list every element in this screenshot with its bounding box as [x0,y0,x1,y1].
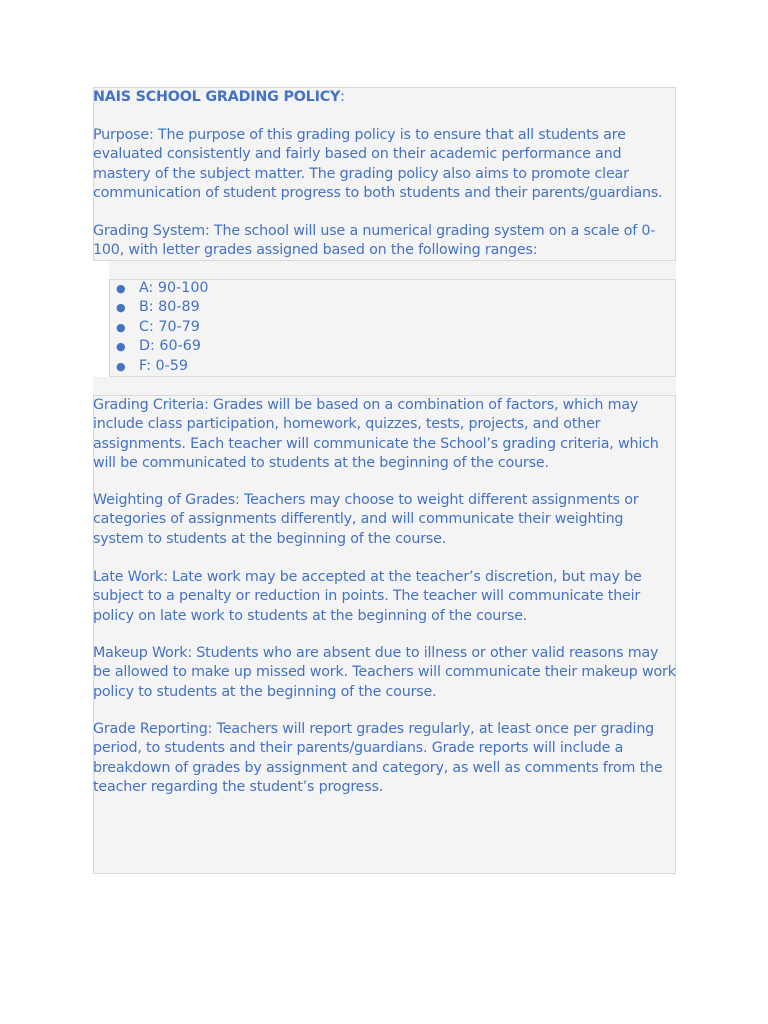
makeup-work-paragraph: Makeup Work: Students who are absent due to illness or other valid reasons may be allowed to make up missed work. Teachers will communicate their makeup work policy to students at the beginning of the course. [93,645,676,700]
list-item [110,298,209,317]
list-item [110,337,209,356]
grade-range-text: C: 70-79 [139,318,200,335]
list-item [110,279,209,298]
purpose-paragraph: Purpose: The purpose of this grading policy is to ensure that all students are evaluated consistently and fairly based on their academic performance and mastery of the subject matter. The grading policy also aims to promote clear communication of student progress to both students and their parents/guardians. [93,127,663,202]
grade-ranges-list [110,279,209,376]
title-text: NAIS SCHOOL GRADING POLICY [93,89,341,105]
document-title [93,88,678,107]
title-colon: : [340,89,345,105]
bullet-icon: ● [116,359,126,373]
grading-criteria-paragraph: Grading Criteria: Grades will be based on a combination of factors, which may include class participation, homework, quizzes, tests, projects, and other assignments. Each teacher will communicate the School’s grading criteria, which will be communicated to students at the beginning of the course. [93,397,659,472]
grade-range-text: F: 0-59 [139,357,188,374]
grade-range-text: B: 80-89 [139,299,200,316]
bullet-icon: ● [116,301,126,315]
grade-range-text: D: 60-69 [139,338,201,355]
box-gap-strip [93,377,676,395]
list-item [110,357,209,376]
box-gap-strip [109,261,676,279]
grade-reporting-paragraph: Grade Reporting: Teachers will report grades regularly, at least once per grading period, to students and their parents/guardians. Grade reports will include a breakdown of grades by assignment and category, as well as comments from the teacher regarding the student’s progress. [93,721,663,796]
weighting-paragraph: Weighting of Grades: Teachers may choose to weight different assignments or categories of assignments differently, and will communicate their weighting system to students at the beginning of the course. [93,492,639,547]
late-work-paragraph: Late Work: Late work may be accepted at the teacher’s discretion, but may be subject to a penalty or reduction in points. The teacher will communicate their policy on late work to students at the beginning of the course. [93,569,642,624]
grading-system-paragraph: Grading System: The school will use a numerical grading system on a scale of 0-100, with letter grades assigned based on the following ranges: [93,223,656,259]
list-item [110,318,209,337]
bullet-icon: ● [116,282,126,295]
bullet-icon: ● [116,320,126,334]
bullet-icon: ● [116,340,126,354]
grade-range-text: A: 90-100 [139,280,209,296]
